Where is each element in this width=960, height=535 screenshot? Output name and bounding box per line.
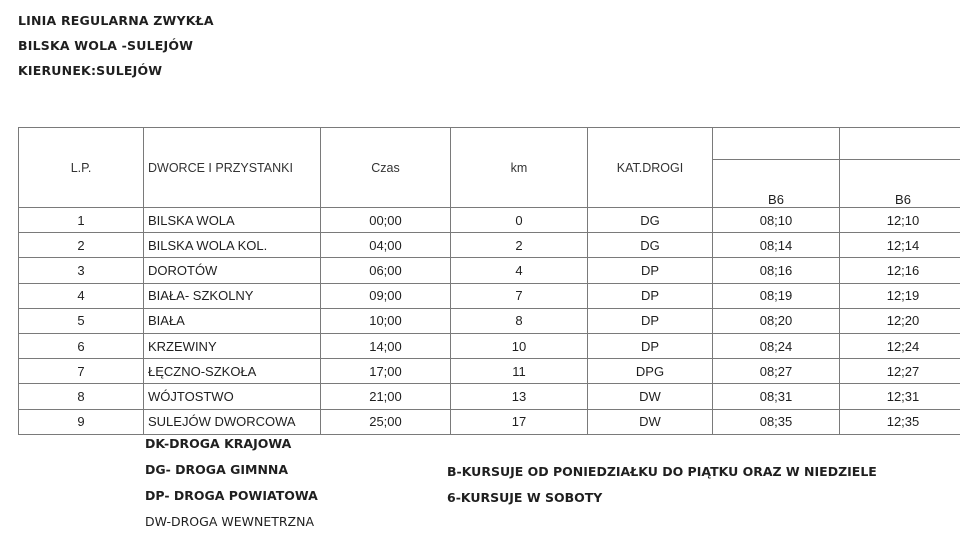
cell-category: DP	[588, 333, 713, 358]
cell-course1: 08;35	[713, 409, 840, 434]
cell-lp: 2	[19, 233, 144, 258]
cell-stop: BIAŁA	[144, 308, 321, 333]
cell-course1: 08;10	[713, 208, 840, 233]
cell-lp: 4	[19, 283, 144, 308]
cell-time: 09;00	[321, 283, 451, 308]
legend-item: DG- DROGA GIMNNA	[145, 457, 318, 483]
table-row	[19, 359, 960, 384]
timetable	[18, 127, 960, 435]
cell-course1: 08;20	[713, 308, 840, 333]
cell-km: 7	[451, 283, 588, 308]
cell-course2: 12;31	[840, 384, 960, 409]
cell-category: DG	[588, 233, 713, 258]
cell-lp: 5	[19, 308, 144, 333]
cell-category: DPG	[588, 359, 713, 384]
table-row	[19, 233, 960, 258]
cell-time: 06;00	[321, 258, 451, 283]
cell-lp: 8	[19, 384, 144, 409]
road-category-legend	[145, 431, 318, 535]
cell-stop: ŁĘCZNO-SZKOŁA	[144, 359, 321, 384]
cell-course1: 08;19	[713, 283, 840, 308]
cell-category: DP	[588, 283, 713, 308]
table-row	[19, 308, 960, 333]
cell-km: 17	[451, 409, 588, 434]
cell-category: DP	[588, 308, 713, 333]
route-title: BILSKA WOLA -SULEJÓW	[18, 33, 214, 58]
cell-course2: 12;27	[840, 359, 960, 384]
cell-category: DG	[588, 208, 713, 233]
cell-lp: 3	[19, 258, 144, 283]
header-km: km	[451, 128, 588, 208]
table-row	[19, 333, 960, 358]
cell-stop: BILSKA WOLA KOL.	[144, 233, 321, 258]
cell-course1: 08;31	[713, 384, 840, 409]
cell-km: 0	[451, 208, 588, 233]
course-legend	[447, 459, 877, 511]
document-header	[18, 8, 214, 83]
cell-stop: DOROTÓW	[144, 258, 321, 283]
header-course2-top	[840, 128, 960, 160]
cell-course2: 12;19	[840, 283, 960, 308]
cell-km: 4	[451, 258, 588, 283]
cell-time: 04;00	[321, 233, 451, 258]
header-category: KAT.DROGI	[588, 128, 713, 208]
cell-time: 00;00	[321, 208, 451, 233]
legend-item: 6-KURSUJE W SOBOTY	[447, 485, 877, 511]
cell-km: 8	[451, 308, 588, 333]
table-row	[19, 208, 960, 233]
legend-item: DP- DROGA POWIATOWA	[145, 483, 318, 509]
cell-lp: 6	[19, 333, 144, 358]
cell-course2: 12;24	[840, 333, 960, 358]
cell-stop: KRZEWINY	[144, 333, 321, 358]
table-row	[19, 258, 960, 283]
table-row	[19, 384, 960, 409]
line-type-title: LINIA REGULARNA ZWYKŁA	[18, 8, 214, 33]
header-stops: DWORCE I PRZYSTANKI	[144, 128, 321, 208]
cell-course1: 08;24	[713, 333, 840, 358]
header-course1-top	[713, 128, 840, 160]
cell-time: 14;00	[321, 333, 451, 358]
cell-km: 11	[451, 359, 588, 384]
cell-lp: 7	[19, 359, 144, 384]
cell-time: 25;00	[321, 409, 451, 434]
cell-course1: 08;16	[713, 258, 840, 283]
cell-category: DW	[588, 384, 713, 409]
cell-course2: 12;35	[840, 409, 960, 434]
cell-time: 21;00	[321, 384, 451, 409]
cell-category: DP	[588, 258, 713, 283]
cell-course2: 12;14	[840, 233, 960, 258]
cell-stop: SULEJÓW DWORCOWA	[144, 409, 321, 434]
cell-time: 10;00	[321, 308, 451, 333]
cell-km: 10	[451, 333, 588, 358]
legend-item: B-KURSUJE OD PONIEDZIAŁKU DO PIĄTKU ORAZ W NIEDZIELE	[447, 459, 877, 485]
legend-item: DW-DROGA WEWNETRZNA	[145, 509, 318, 535]
cell-course2: 12;10	[840, 208, 960, 233]
header-course2: B6	[840, 160, 960, 208]
header-lp: L.P.	[19, 128, 144, 208]
cell-course1: 08;27	[713, 359, 840, 384]
cell-km: 2	[451, 233, 588, 258]
cell-category: DW	[588, 409, 713, 434]
table-row	[19, 283, 960, 308]
cell-stop: BIAŁA- SZKOLNY	[144, 283, 321, 308]
header-time: Czas	[321, 128, 451, 208]
cell-course1: 08;14	[713, 233, 840, 258]
cell-lp: 9	[19, 409, 144, 434]
cell-course2: 12;20	[840, 308, 960, 333]
direction-title: KIERUNEK:SULEJÓW	[18, 58, 214, 83]
header-course1: B6	[713, 160, 840, 208]
cell-time: 17;00	[321, 359, 451, 384]
legend-item: DK-DROGA KRAJOWA	[145, 431, 318, 457]
cell-km: 13	[451, 384, 588, 409]
cell-course2: 12;16	[840, 258, 960, 283]
cell-stop: BILSKA WOLA	[144, 208, 321, 233]
cell-stop: WÓJTOSTWO	[144, 384, 321, 409]
cell-lp: 1	[19, 208, 144, 233]
